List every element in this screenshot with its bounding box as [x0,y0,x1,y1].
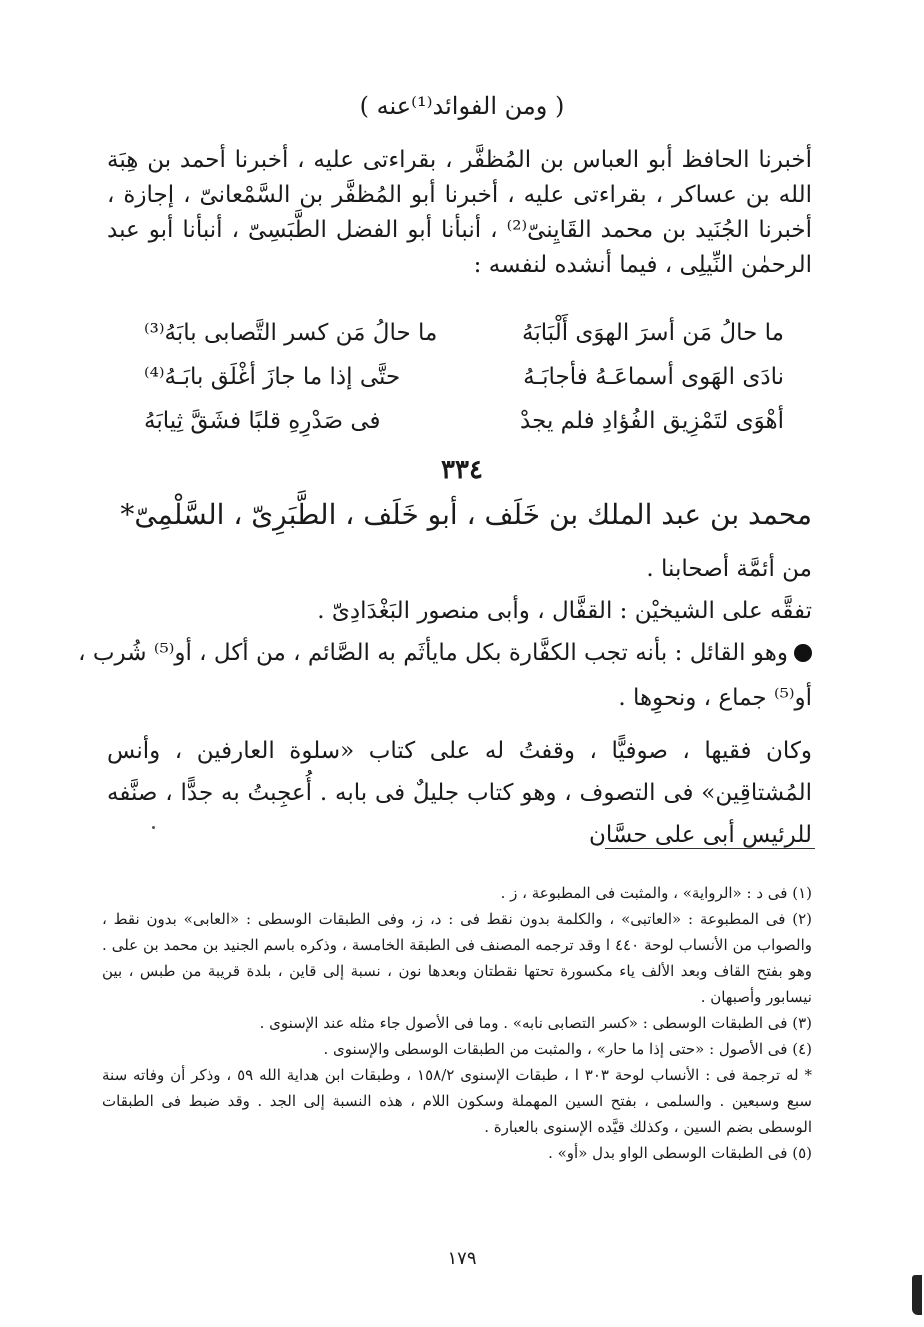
footnote-2: (٢) فى المطبوعة : «العاتبى» ، والكلمة بدون نقط فى : د، ز، وفى الطبقات الوسطى : «العابى» بدون نقط ، والصواب من الأنساب لوحة ٤٤٠ ا وقد ترجمه المصنف فى الطبقة الخامسة ، وذكره باسم الجنيد بن محمد بن على . وهو بفتح القاف وبعد الألف ياء مكسورة تحتها نقطتان وبعدها نون ، نسبة إلى قاين ، بلدة قريبة من طبس ، بين نيسابور وأصبهان . [102,910,813,1006]
verse-1-second-hemistich: ما حالُ مَن كسر التَّصابى بابَهُ⁽³⁾ [144,320,438,346]
footnote-5: (٥) فى الطبقات الوسطى الواو بدل «أو» . [548,1144,812,1162]
verse-3-first-hemistich: أهْوَى لتَمْزِيق الفُؤادِ فلم يجدْ [520,408,784,434]
verse-line-1 [144,320,784,360]
footnote-4: (٤) فى الأصول : «حتى إذا ما حار» ، والمثبت من الطبقات الوسطى والإسنوى . [323,1040,812,1058]
footnote-1: (١) فى د : «الرواية» ، والمثبت فى المطبوعة ، ز . [500,884,812,902]
footnote-3: (٣) فى الطبقات الوسطى : «كسر التصابى نابه» . وما فى الأصول جاء مثله عند الإسنوى . [259,1014,812,1032]
entry-number: ٣٣٤ [441,455,483,485]
paragraph-isnad: أخبرنا الحافظ أبو العباس بن المُظفَّر ، بقراءتى عليه ، أخبرنا أحمد بن هِبَة الله بن عساكر ، بقراءتى عليه ، أخبرنا أبو المُظفَّر بن السَّمْعانىّ ، إجازة ، أخبرنا الجُنَيد بن محمد القَايِنىّ⁽²⁾ ، أنبأنا أبو الفضل الطَّبَسِىّ ، أنبأنا أبو عبد الرحمٰن النِّيلِى ، فيما أنشده لنفسه : [107,147,812,278]
text-line-opinion [78,640,812,666]
scan-speck [152,826,155,829]
page-number: ١٧٩ [447,1248,477,1269]
footnote-star: * له ترجمة فى : الأنساب لوحة ٣٠٣ ا ، طبقات الإسنوى ١٥٨/٢ ، وطبقات ابن هداية الله ٥٩ ، وذكر أن وفاته سنة سبع وسبعين . والسلمى ، بفتح السين المهملة وسكون اللام ، هذه النسبة إلى الجد . وقد ضبط فى الطبقات الوسطى بضم السين ، وكذلك قيَّده الإسنوى بالعبارة . [102,1066,812,1136]
entry-title: محمد بن عبد الملك بن خَلَف ، أبو خَلَف ، الطَّبَرِىّ ، السَّلْمِىّ* [120,498,812,531]
verse-line-3 [144,408,784,448]
verse-2-first-hemistich: نادَى الهَوى أسماعَـهُ فأجابَـهُ [523,364,784,390]
paragraph-biography: وكان فقيها ، صوفيًّا ، وقفتُ له على كتاب «سلوة العارفين ، وأنس المُشتاقِين» فى التصوف ، وهو كتاب جليلٌ فى بابه . أُعجِبتُ به جدًّا ، صنَّفه للرئيس أبى على حسَّان [107,738,812,848]
verse-1-first-hemistich: ما حالُ مَن أسرَ الهوَى أَلْبَابَهُ [522,320,784,346]
verse-3-second-hemistich: فى صَدْرِهِ قلبًا فشَقَّ ثِيابَهُ [144,408,381,434]
text-line-opinion-cont: أو⁽⁵⁾ جماع ، ونحوِها . [618,685,812,711]
text-line-imams: من أئمَّة أصحابنا . [646,556,812,582]
opinion-text: وهو القائل : بأنه تجب الكفَّارة بكل مايأثَم به الصَّائم ، من أكل ، أو⁽⁵⁾ شُرب ، [78,640,788,666]
text-line-teachers: تفقَّه على الشيخيْن : القفَّال ، وأبى منصور البَغْدَادِىّ . [317,598,812,624]
section-heading: ( ومن الفوائد⁽¹⁾عنه ) [359,92,565,120]
verse-2-second-hemistich: حتَّى إذا ما جازَ أغْلَق بابَـهُ⁽⁴⁾ [144,364,401,390]
bullet-icon [794,644,812,662]
scan-edge-mark [912,1275,922,1315]
footnotes [102,880,812,1166]
footnote-divider [605,848,815,849]
verse-line-2 [144,364,784,404]
